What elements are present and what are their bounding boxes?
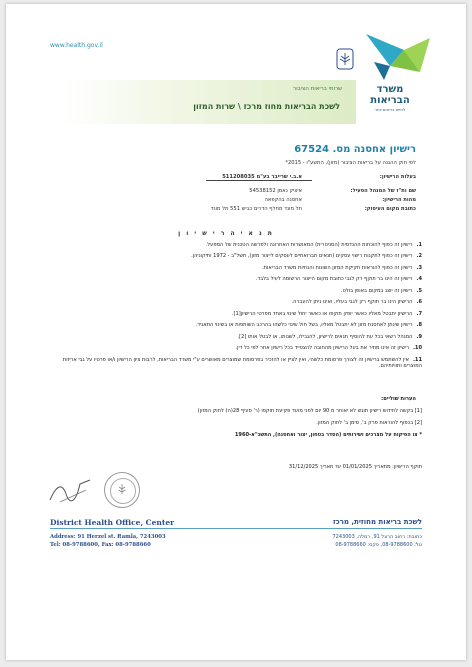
official-stamp-icon — [104, 472, 140, 508]
footer-phones-he: טל: 08-9788600, פקס: 08-9788660 — [335, 542, 422, 548]
list-item: 11.אין להשתמש ברישיון זה לצורך פרסומת כלשהי, ואין לציין או להזכיר בפרסומת שמוצרים מאושרים ע"י משרד הבריאות, לרבות ציון הרישיון ו/או פרטיו על גבי אריזות המוצרים ותוויותיהם. — [62, 356, 422, 370]
license-validity: תוקף הרישיון: מתאריך 01/01/2025 עד תאריך 31/12/2025 — [288, 464, 422, 470]
footer-address-en: Address: 91 Herzel st. Ramla, 7243003 — [50, 534, 166, 540]
note-item: [2] בכפוף להוראות פרק ב', סימן ב' לחוק המזון. — [316, 420, 422, 426]
note-item: * צו הפיקוח על מצרכים ושירותים (הסדר בטחון, יצור ואחסנה), התשכ"א-1960 — [234, 432, 422, 438]
list-item: 9.המנהל רשאי בכל עת להוסיף תנאים לרישיון, להגבילו, לשנותו, או לבטל אותו [2]. — [237, 333, 422, 340]
ministry-name-line1: משרד — [376, 84, 404, 95]
list-item: 7.הרישיון יתבטל מאליו כאשר יופק תוקפו או כאשר יחול שינוי באחד מפרטי הרישיון[1]. — [231, 310, 422, 317]
banner-subtitle: שרותי בריאות הציבור — [292, 86, 342, 92]
condition-text: הרישיון יתבטל מאליו כאשר יופק תוקפו או כאשר יחול שינוי באחד מפרטי הרישיון[1]. — [231, 310, 413, 317]
condition-text: רישיון זה כפוף להוכחות ההנדסית (הסניטרית) המאושרות האחרונה ולפרשה הטכנית של המפעל. — [205, 242, 413, 248]
footer-office-en: District Health Office, Center — [50, 518, 175, 527]
ministry-name — [358, 84, 422, 106]
owner-underline — [206, 180, 312, 181]
ministry-tagline: לחיים בריאים יותר — [374, 107, 406, 112]
footer-office-he: לשכת בריאות מחוזית, מרכז — [332, 518, 422, 526]
ministry-url[interactable]: www.health.gov.il — [50, 42, 103, 49]
note-item: [1] בקשה לחידוש רישיון תוגש לא יאוחר מ 90 יום לפני מועד פקיעת תוקפו (ר' סעיף 28(ה) לחוק המזון) — [197, 408, 422, 414]
detail-owner-value: א.ב.י שרייבר בע"מ 511208035 — [222, 174, 302, 180]
detail-manager-value: איציק נאמן 54538152 — [249, 188, 302, 194]
list-item: 1.רישיון זה כפוף להוכחות ההנדסית (הסניטרית) המאושרות האחרונה ולפרשה הטכנית של המפעל. — [205, 242, 422, 248]
footer-phones-en: Tel: 08-9788600, Fax: 08-9788660 — [50, 542, 151, 548]
condition-text: רישיון זה כפוף לתקנות רישוי עסקים (תנאים תברואתיים לעסקים לייצור מזון), תשל"ב - 1972 ותיקוניהן. — [191, 253, 413, 260]
condition-text: הרישיון הינו בר תוקף רק לגבי בעליו, ואינו ניתן להעברה. — [291, 299, 413, 306]
list-item: 10.רישיון זה אינו מתיר את בעל הרישיון מהחובה להצטייד בכל רישיון אחר לפי כל דין. — [235, 345, 422, 352]
footer-divider — [50, 528, 422, 529]
condition-text: רישיון שינתן לאחסנת מזון לא יתבטל מאליו, בשל חול שינוי כלשהו בהרכב השותפות או בשינוי התאגיד. — [195, 322, 413, 329]
detail-owner-label: בעלות הרישיון: — [379, 174, 416, 180]
stamp-emblem-icon — [117, 483, 127, 495]
detail-address-value: תל מונד מחלף הדרים כביש 551 תל מונד — [210, 206, 302, 212]
detail-type-value: אחסנה בהקפאה — [264, 197, 302, 203]
conditions-list — [52, 242, 422, 375]
license-law-reference: לפי חוק ההגנה על בריאות הציבור (מזון), התשע"ו - 2015* — [285, 160, 416, 166]
footer-address-he: כתובת: רחוב הרצל 91, רמלה, 7243003 — [332, 534, 422, 540]
detail-type-label: מהות הרישיון: — [382, 197, 416, 203]
condition-text: רישיון זה הינו בר תוקף רק לגבי כתובת מקום הייצור הרשומה לעיל בלבד. — [255, 276, 413, 283]
terms-title: ת נ א י ה ר י ש י ו ן — [178, 230, 274, 237]
condition-text: המנהל רשאי בכל עת להוסיף תנאים לרישיון, להגבילו, לשנותו, או לבטל אותו [2]. — [237, 333, 413, 340]
ministry-name-line2: הבריאות — [370, 95, 410, 106]
list-item: 8.רישיון שינתן לאחסנת מזון לא יתבטל מאליו, בשל חול שינוי כלשהו בהרכב השותפות או בשינוי התאגיד. — [195, 322, 422, 329]
list-item: 4.רישיון זה הינו בר תוקף רק לגבי כתובת מקום הייצור הרשומה לעיל בלבד. — [255, 276, 422, 283]
condition-text: אין להשתמש ברישיון זה לצורך פרסומת כלשהי, ואין לציין או להזכיר בפרסומת שמוצרים מאושרים ע"י משרד הבריאות, לרבות ציון הרישיון ו/או פרטיו על גבי אריזות המוצרים ותוויותיהם. — [62, 356, 422, 370]
license-document — [6, 4, 466, 660]
detail-manager-label: שם ות"ז של המנהל הפעיל: — [350, 188, 416, 194]
list-item: 5.רישיון זה יוצג במקום באופן בולט. — [340, 287, 422, 294]
signature-icon — [46, 476, 96, 506]
condition-text: רישיון זה יוצג במקום באופן בולט. — [340, 287, 413, 294]
condition-text: רישיון זה אינו מתיר את בעל הרישיון מהחובה להצטייד בכל רישיון אחר לפי כל דין. — [235, 345, 409, 352]
state-emblem-icon — [336, 48, 354, 70]
condition-text: רישיון זה כפוף להוראות חקיקת המזון השונות והנחיות משרד הבריאות. — [261, 264, 413, 271]
license-title: רישיון אחסנה מס. 67524 — [294, 144, 416, 155]
detail-address-label: כתובת מקום העיסוק: — [364, 206, 416, 212]
banner-title: לשכת הבריאות מחוז מרכז \ שרות המזון — [193, 102, 340, 111]
list-item: 3.רישיון זה כפוף להוראות חקיקת המזון השונות והנחיות משרד הבריאות. — [261, 264, 422, 271]
list-item: 2.רישיון זה כפוף לתקנות רישוי עסקים (תנאים תברואתיים לעסקים לייצור מזון), תשל"ב - 1972 ותיקוניהן. — [191, 253, 422, 260]
notes-heading: הערות שוליים: — [381, 396, 416, 402]
list-item: 6.הרישיון הינו בר תוקף רק לגבי בעליו, ואינו ניתן להעברה. — [291, 299, 422, 306]
